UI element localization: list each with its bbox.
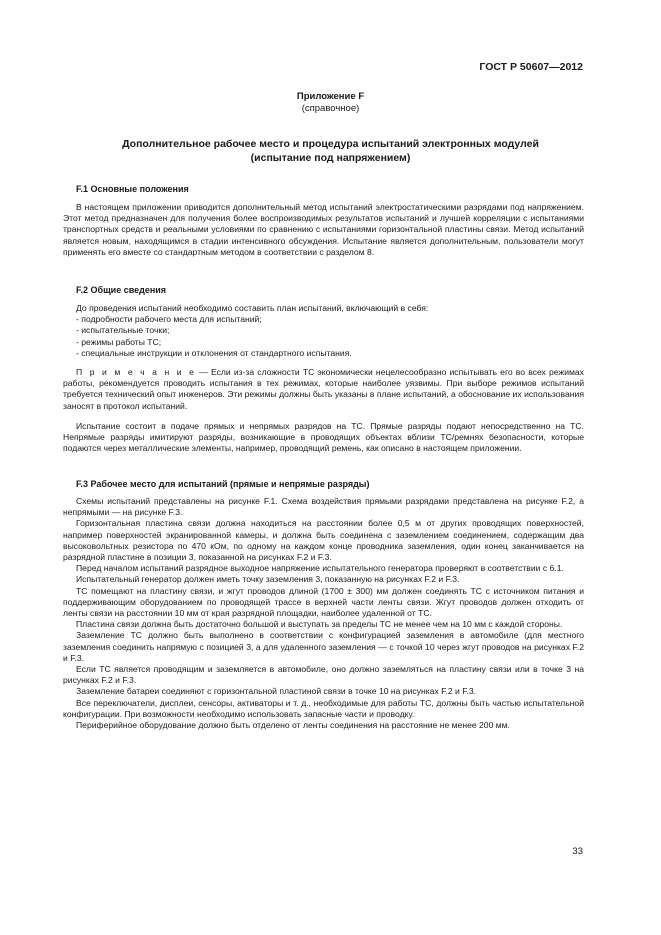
paragraph: ТС помещают на пластину связи, и жгут проводов длиной (1700 ± 300) мм должен соединять ТС с источником питания и поддерживающим оборудованием по проводящей трассе в верхней части ленты связи. Жгут проводов должен отходить от ленты связи на расстоянии 10 мм от края разрядной площадки, наиболее удаленной от ТС.: [63, 585, 584, 619]
paragraph: В настоящем приложении приводится дополнительный метод испытаний электростатическими разрядами под напряжением. Этот метод предназначен для получения более воспроизводимых результатов испытаний и лучшей корреляции с испытаниями транспортных средств и реальными условиями по сравнению с испытаниями горизонтальной пластины связи. Метод испытаний является новым, находящимся в стадии интенсивного обсуждения. Испытание является дополнительным, пользователи могут применять его вместе со стандартным методом в соответствии с разделом 8.: [63, 202, 584, 257]
appendix-subtitle: (справочное): [301, 103, 360, 114]
paragraph: Пластина связи должна быть достаточно большой и выступать за пределы ТС не менее чем на 10 мм с каждой стороны.: [76, 619, 563, 630]
paragraph: До проведения испытаний необходимо составить план испытаний, включающий в себя:: [76, 303, 429, 313]
paragraph: Заземление батареи соединяют с горизонтальной пластиной связи в точке 10 на рисунках F.2 и F.3.: [76, 686, 477, 697]
list-item: - подробности рабочего места для испытаний;: [76, 314, 262, 325]
paragraph: Все переключатели, дисплеи, сенсоры, активаторы и т. д., необходимые для работы ТС, должны быть частью испытательной конфигурации. При возможности необходимо использовать запасные части и проводку.: [63, 697, 584, 719]
paragraph: Горизонтальная пластина связи должна находиться на расстоянии более 0,5 м от других проводящих поверхностей, например поверхностей экранированной камеры, и должна быть соединена с заземлением соединением, содержащим два высоковольтных резистора по 470 кОм, по одному на каждом конце проводника заземления, один конец заканчивается на разрядной пластине в позиции 3, показанной на рисунках F.2 и F.3.: [63, 518, 584, 563]
document-title-line-1: Дополнительное рабочее место и процедура испытаний электронных модулей: [122, 138, 539, 150]
section-f2-body: [63, 303, 584, 359]
list-item: - режимы работы ТС;: [76, 336, 162, 347]
section-f1-body: [63, 202, 584, 258]
section-f2-heading: F.2 Общие сведения: [76, 285, 167, 295]
paragraph: Заземление ТС должно быть выполнено в соответствии с конфигурацией заземления в автомобиле (для местного заземления соединить напрямую с позицией 3, а для удаленного заземления — с точкой 10 через жгут проводов на рисунках F.2 и F.3.: [63, 630, 584, 663]
section-f3-heading: F.3 Рабочее место для испытаний (прямые и непрямые разряды): [76, 479, 370, 489]
note-text: — Если из-за сложности ТС экономически нецелесообразно испытывать его во всех режимах работы, рекомендуется проводить испытания в тех режимах, которые наиболее уязвимы. При выборе режимов испытаний требуется технический опыт инженеров. Эти режимы должны быть указаны в плане испытаний, а обоснование их использования заносят в протокол испытаний.: [63, 367, 584, 411]
appendix-title: Приложение F: [296, 91, 365, 102]
section-f2-note: [63, 367, 584, 412]
list-item: - испытательные точки;: [76, 325, 170, 336]
paragraph: Периферийное оборудование должно быть отделено от ленты соединения на расстояние не менее 200 мм.: [76, 720, 510, 731]
document-title: [70, 137, 591, 165]
document-id-header: ГОСТ Р 50607—2012: [479, 61, 583, 73]
page-number: 33: [572, 846, 583, 857]
note-paragraph: [63, 367, 584, 412]
paragraph: Перед началом испытаний разрядное выходное напряжение испытательного генератора проверяют в соответствии с 6.1.: [76, 563, 564, 574]
document-title-line-2: (испытание под напряжением): [250, 152, 411, 164]
paragraph: Если ТС является проводящим и заземляется в автомобиле, оно должно заземляться на пластину связи или в точке 3 на рисунках F.2 и F.3.: [63, 664, 584, 686]
paragraph: Схемы испытаний представлены на рисунке F.1. Схема воздействия прямыми разрядами представлена на рисунке F.2, а непрямыми — на рисунке F.3.: [63, 496, 584, 518]
list-item: - специальные инструкции и отклонения от стандартного испытания.: [76, 347, 352, 358]
paragraph: Испытание состоит в подаче прямых и непрямых разрядов на ТС. Прямые разряды подают непосредственно на ТС. Непрямые разряды имитируют разряды, возникающие в проводящих объектах вблизи ТС/ремнях безопасности, которые подаются через металлические элементы, например, проводящий ремень, как описано в настоящем приложении.: [63, 421, 584, 454]
section-f2-body-2: [63, 421, 584, 455]
note-label: П р и м е ч а н и е: [76, 367, 197, 377]
section-f1-heading: F.1 Основные положения: [76, 184, 189, 194]
section-f3-body: [63, 496, 584, 731]
paragraph: Испытательный генератор должен иметь точку заземления 3, показанную на рисунках F.2 и F.3.: [76, 574, 460, 585]
